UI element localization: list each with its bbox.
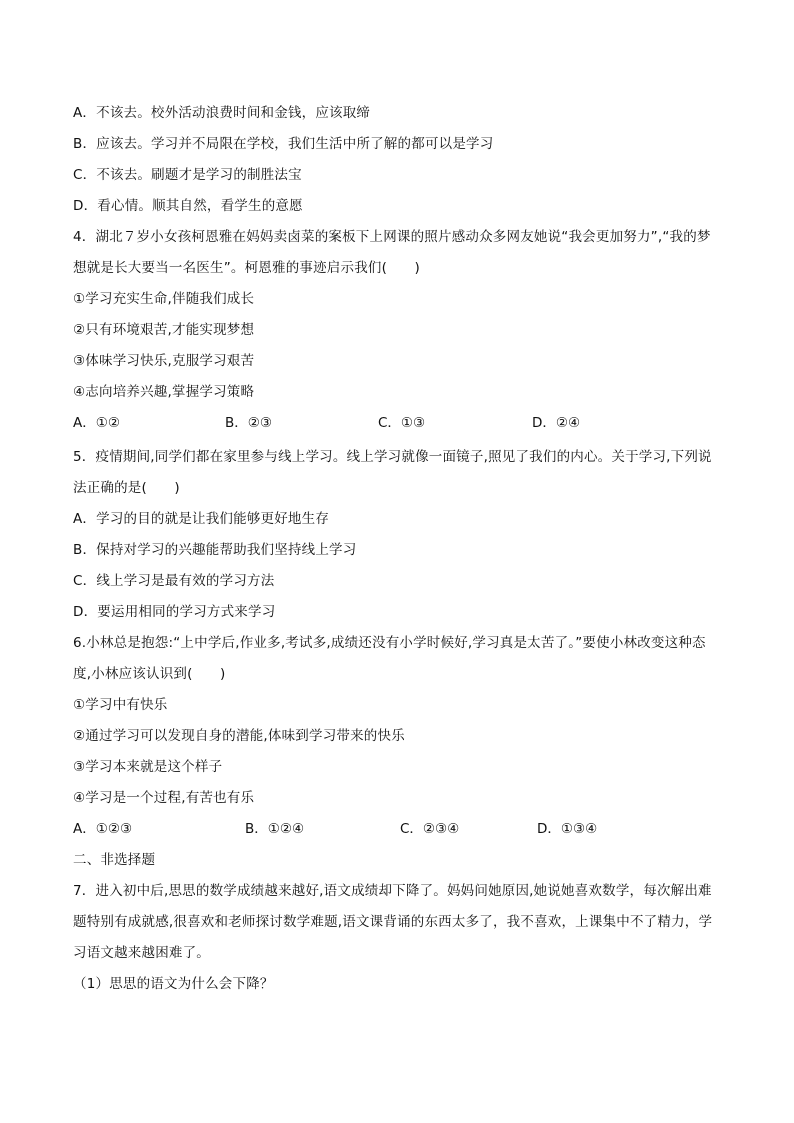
q4-statement-4: ④志向培养兴趣,掌握学习策略 (73, 384, 255, 400)
q4-statement-1: ①学习充实生命,伴随我们成长 (73, 291, 255, 307)
q5-stem-line1: 5．疫情期间,同学们都在家里参与线上学习。线上学习就像一面镜子,照见了我们的内心。关于学习,下列说 (73, 449, 712, 465)
q4-choice-b: B．②③ (225, 415, 272, 431)
q3-option-c: C．不该去。刷题才是学习的制胜法宝 (73, 167, 302, 183)
q7-stem-line2: 题特别有成就感,很喜欢和老师探讨数学难题,语文课背诵的东西太多了，我不喜欢，上课集中不了精力，学 (73, 914, 713, 930)
q6-choice-a: A．①②③ (73, 821, 133, 837)
q5-option-a: A．学习的目的就是让我们能够更好地生存 (73, 511, 330, 527)
q6-choice-b: B．①②④ (245, 821, 305, 837)
section-title-non-choice: 二、非选择题 (73, 852, 156, 868)
q7-stem-line1: 7．进入初中后,思思的数学成绩越来越好,语文成绩却下降了。妈妈问她原因,她说她喜欢数学，每次解出难 (73, 883, 712, 899)
q4-choice-a: A．①② (73, 415, 120, 431)
q6-statement-3: ③学习本来就是这个样子 (73, 759, 223, 775)
q4-stem-line2: 想就是长大要当一名医生”。柯恩雅的事迹启示我们( ) (73, 260, 420, 276)
q6-choice-d: D．①③④ (537, 821, 598, 837)
q5-option-d: D．要运用相同的学习方式来学习 (73, 604, 276, 620)
q7-subquestion-1: （1）思思的语文为什么会下降？ (73, 976, 274, 992)
q5-option-b: B．保持对学习的兴趣能帮助我们坚持线上学习 (73, 542, 357, 558)
q3-option-a: A．不该去。校外活动浪费时间和金钱，应该取缔 (73, 105, 371, 121)
q4-choice-c: C．①③ (378, 415, 426, 431)
q5-option-c: C．线上学习是最有效的学习方法 (73, 573, 275, 589)
q4-statement-3: ③体味学习快乐,克服学习艰苦 (73, 353, 255, 369)
q4-statement-2: ②只有环境艰苦,才能实现梦想 (73, 322, 255, 338)
q6-stem-line1: 6.小林总是抱怨:“上中学后,作业多,考试多,成绩还没有小学时候好,学习真是太苦了。”要使小林改变这种态 (73, 635, 706, 651)
q4-stem-line1: 4．湖北７岁小女孩柯恩雅在妈妈卖卤菜的案板下上网课的照片感动众多网友她说“我会更加努力”,“我的梦 (73, 229, 711, 245)
q6-statement-1: ①学习中有快乐 (73, 697, 168, 713)
q7-stem-line3: 习语文越来越困难了。 (73, 945, 210, 961)
q6-choice-c: C．②③④ (400, 821, 460, 837)
q5-stem-line2: 法正确的是( ) (73, 480, 180, 496)
q6-statement-4: ④学习是一个过程,有苦也有乐 (73, 790, 255, 806)
q3-option-b: B．应该去。学习并不局限在学校，我们生活中所了解的都可以是学习 (73, 136, 494, 152)
q3-option-d: D．看心情。顺其自然，看学生的意愿 (73, 198, 303, 214)
q6-statement-2: ②通过学习可以发现自身的潜能,体味到学习带来的快乐 (73, 728, 405, 744)
q6-stem-line2: 度,小林应该认识到( ) (73, 666, 226, 682)
q4-choice-d: D．②④ (532, 415, 581, 431)
